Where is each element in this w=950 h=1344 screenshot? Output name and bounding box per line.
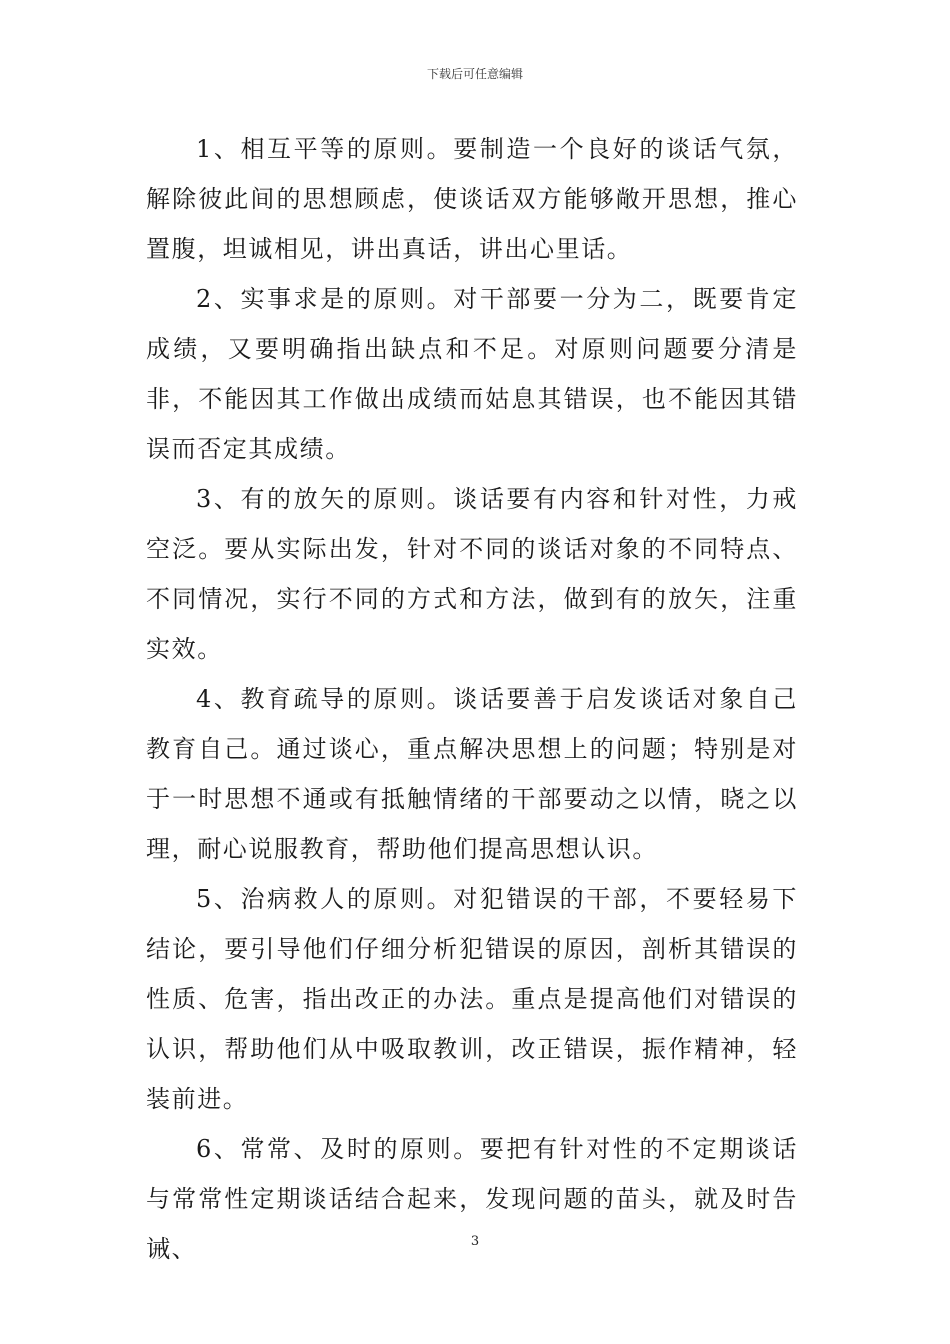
paragraph-principle-6: 6、常常、及时的原则。要把有针对性的不定期谈话与常常性定期谈话结合起来，发现问题的苗头，就及时告诫、 [146, 1135, 798, 1263]
paragraph-principle-4: 4、教育疏导的原则。谈话要善于启发谈话对象自己教育自己。通过谈心，重点解决思想上的问题；特别是对于一时思想不通或有抵触情绪的干部要动之以情，晓之以理，耐心说服教育，帮助他们提高思想认识。 [146, 685, 798, 863]
paragraph-principle-5: 5、治病救人的原则。对犯错误的干部，不要轻易下结论，要引导他们仔细分析犯错误的原因，剖析其错误的性质、危害，指出改正的办法。重点是提高他们对错误的认识，帮助他们从中吸取教训，改正错误，振作精神，轻装前进。 [146, 885, 798, 1113]
paragraph-principle-1: 1、相互平等的原则。要制造一个良好的谈话气氛，解除彼此间的思想顾虑，使谈话双方能够敞开思想，推心置腹，坦诚相见，讲出真话，讲出心里话。 [146, 135, 798, 263]
paragraph-principle-2: 2、实事求是的原则。对干部要一分为二，既要肯定成绩，又要明确指出缺点和不足。对原则问题要分清是非，不能因其工作做出成绩而姑息其错误，也不能因其错误而否定其成绩。 [146, 285, 798, 463]
document-body [146, 124, 798, 1274]
page-number: 3 [470, 1234, 480, 1249]
page-header: 下载后可任意编辑 [426, 67, 523, 81]
paragraph-principle-3: 3、有的放矢的原则。谈话要有内容和针对性，力戒空泛。要从实际出发，针对不同的谈话对象的不同特点、不同情况，实行不同的方式和方法，做到有的放矢，注重实效。 [146, 485, 798, 663]
